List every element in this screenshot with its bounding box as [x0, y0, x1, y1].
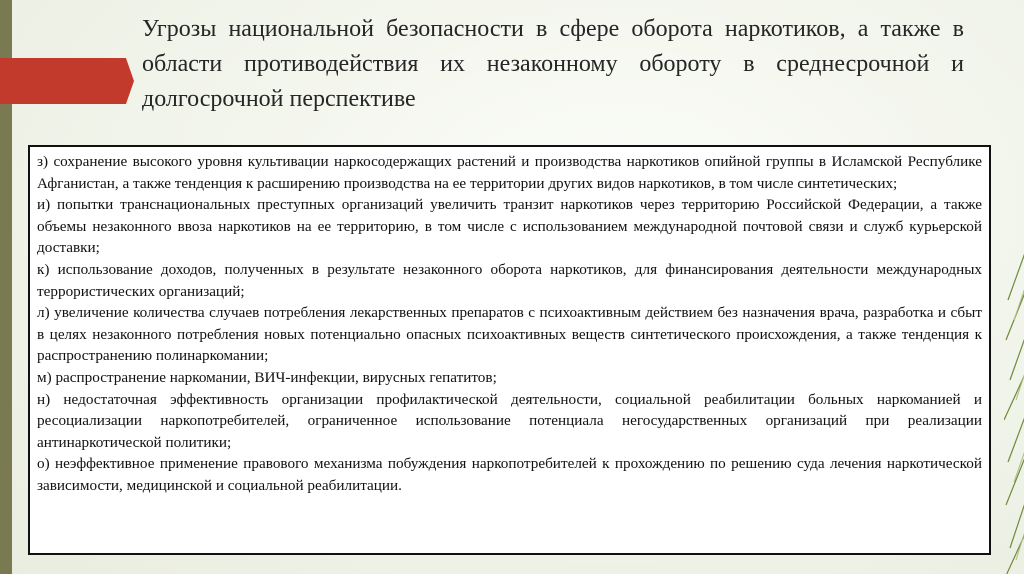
list-item-k: к) использование доходов, полученных в результате незаконного оборота наркотиков, для финансирования деятельности международных террористических организаций;	[37, 260, 982, 300]
slide-title: Угрозы национальной безопасности в сфере оборота наркотиков, а также в области противодействия их незаконному обороту в среднесрочной и долгосрочной перспективе	[142, 16, 964, 112]
list-item-i: и) попытки транснациональных преступных организаций увеличить транзит наркотиков через территорию Российской Федерации, а также объемы незаконного ввоза наркотиков на ее территорию, в том числе с использованием международной почтовой связи и служб курьерской доставки;	[37, 196, 982, 257]
decor-lines-graphic	[1004, 0, 1024, 574]
list-item-n: н) недостаточная эффективность организации профилактической деятельности, социальной реабилитации больных наркоманией и ресоциализации наркопотребителей, ограниченное использование потенциала негосударственных организаций при реализации антинаркотической политики;	[37, 390, 982, 451]
list-item-m: м) распространение наркомании, ВИЧ-инфекции, вирусных гепатитов;	[37, 368, 497, 386]
list-item-l: л) увеличение количества случаев потребления лекарственных препаратов с психоактивным действием без назначения врача, разработка и сбыт в целях незаконного потребления новых потенциально опасных психоактивных веществ синтетического происхождения, а также тенденция к распространению полинаркомании;	[37, 304, 982, 365]
title-accent-arrow	[0, 58, 134, 104]
right-decor-lines	[1004, 0, 1024, 574]
list-item-o: о) неэффективное применение правового механизма побуждения наркопотребителей к прохождению по решению суда лечения наркотической зависимости, медицинской и социальной реабилитации.	[37, 455, 982, 494]
list-item-z: з) сохранение высокого уровня культивации наркосодержащих растений и производства наркотиков опийной группы в Исламской Республике Афганистан, а также тенденция к расширению производства на ее территории других видов наркотиков, в том числе синтетических;	[37, 153, 982, 192]
threats-list-box	[28, 145, 991, 555]
